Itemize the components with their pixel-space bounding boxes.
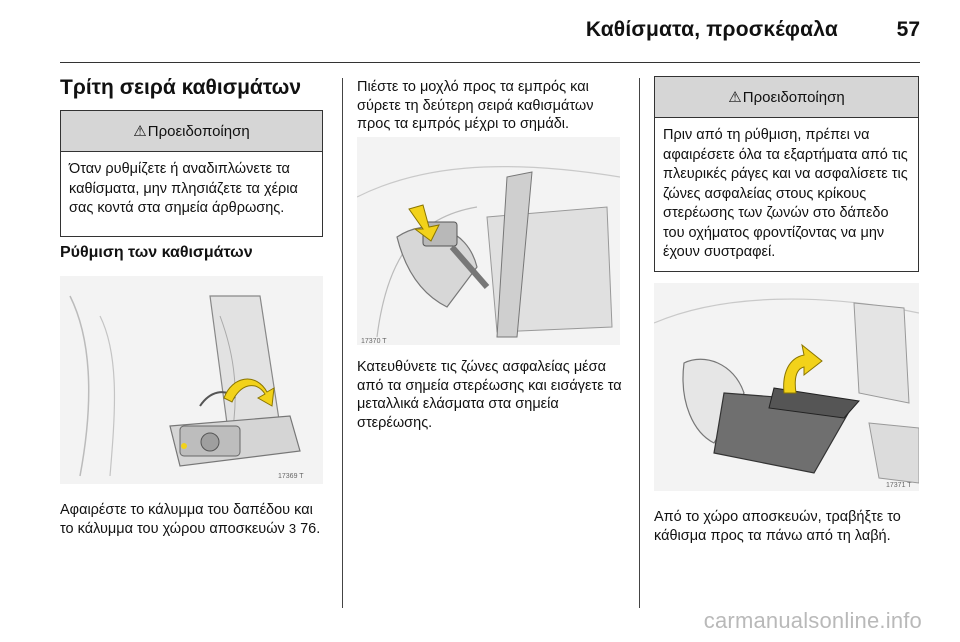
page-header — [60, 18, 920, 58]
column-divider-left — [342, 78, 343, 608]
warning-box-left — [60, 110, 323, 237]
warning-heading-label: Προειδοποίηση — [742, 88, 845, 106]
seat-lever-illustration — [60, 276, 323, 484]
watermark: carmanualsonline.info — [703, 608, 922, 633]
figure-seatbelt-routing — [357, 137, 620, 345]
warning-text: Πριν από τη ρύθμιση, πρέπει να αφαιρέσετε όλα τα εξαρτήματα από τις πλευρικές ράγες και να ασφαλίσετε τις ζώνες ασφαλείας στους κρίκους στερέωσης των ζωνών στο δάπεδο του οχήματος φροντίζοντας να μην έχουν συστραφεί. — [663, 127, 908, 260]
paragraph-remove-covers — [60, 501, 328, 538]
pull-seat-illustration — [654, 283, 919, 491]
warning-box-right — [654, 76, 919, 272]
warning-icon: ⚠ — [728, 89, 742, 106]
paragraph-pull-seat: Από το χώρο αποσκευών, τραβήξτε το κάθισμα προς τα πάνω από τη λαβή. — [654, 509, 901, 544]
chapter-title: Καθίσματα, προσκέφαλα — [585, 18, 838, 41]
warning-text: Όταν ρυθμίζετε ή αναδιπλώνετε τα καθίσματα, μην πλησιάζετε τα χέρια σας κοντά στα σημεία άρθρωσης. — [69, 161, 298, 216]
figure-code-middle: 17370 T — [361, 338, 387, 345]
figure-pull-seat-up — [654, 283, 919, 491]
paragraph-remove-covers-text: Αφαιρέστε το κάλυμμα του δαπέδου και το κάλυμμα του χώρου αποσκευών — [60, 502, 313, 537]
page-number: 57 — [896, 18, 920, 41]
figure-code-left: 17369 T — [278, 473, 304, 480]
paragraph-slide-second-row: Πιέστε το μοχλό προς τα εμπρός και σύρετε τη δεύτερη σειρά καθισμάτων προς τα εμπρός μέχρι το σημάδι. — [357, 79, 594, 132]
section-title: Τρίτη σειρά καθισμάτων — [60, 76, 302, 99]
paragraph-seatbelts: Κατευθύνετε τις ζώνες ασφαλείας μέσα από τα σημεία στερέωσης και εισάγετε τα μεταλλικά ελάσματα στα σημεία στερέωσης. — [357, 359, 622, 431]
reference-arrow-icon: 3 — [288, 520, 297, 536]
seatbelt-illustration — [357, 137, 620, 345]
warning-heading — [655, 77, 918, 118]
figure-seat-lever — [60, 276, 323, 484]
reference-page: 76. — [300, 520, 321, 537]
warning-heading — [61, 111, 322, 152]
warning-icon: ⚠ — [133, 123, 147, 140]
figure-code-right: 17371 T — [886, 482, 912, 489]
header-rule — [60, 62, 920, 63]
subsection-title: Ρύθμιση των καθισμάτων — [60, 244, 253, 261]
warning-heading-label: Προειδοποίηση — [147, 122, 250, 140]
column-divider-right — [639, 78, 640, 608]
